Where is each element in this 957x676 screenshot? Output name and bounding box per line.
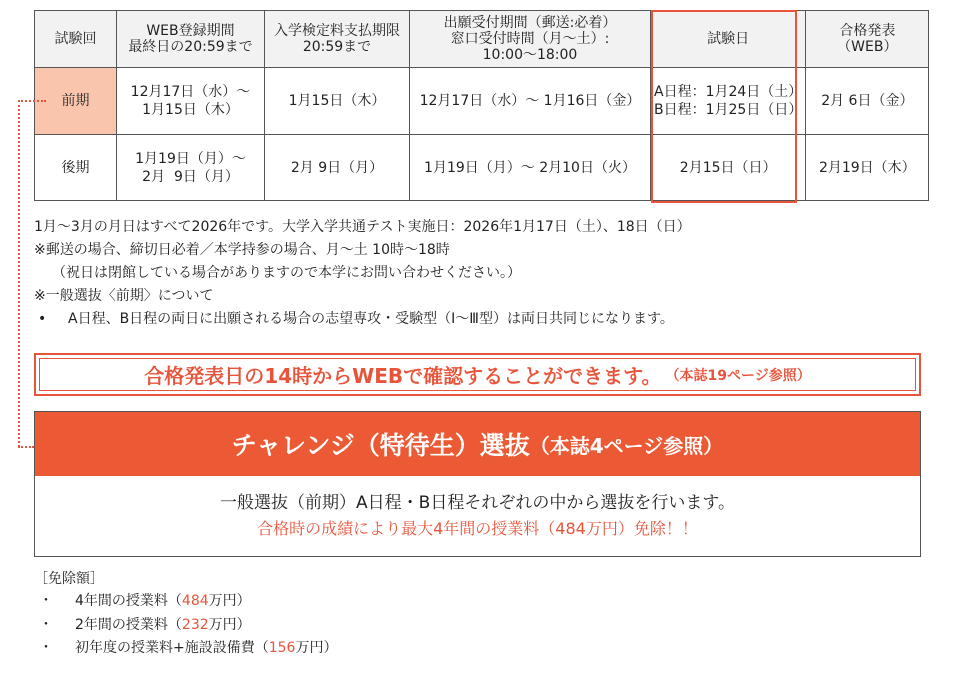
header-fee-payment: 入学検定料支払期限 20:59まで	[265, 11, 410, 68]
note-mail-deadline: ※郵送の場合、締切日必着／本学持参の場合、月〜土 10時〜18時	[34, 242, 450, 258]
announcement-cell: 2月 6日（金）	[806, 68, 929, 135]
result-notice-box	[34, 353, 921, 396]
result-notice-reference: （本誌19ページ参照）	[665, 367, 811, 384]
bullet-icon: ・	[39, 640, 53, 656]
exemption-amount: 156	[268, 640, 296, 656]
exemption-amounts	[34, 568, 337, 661]
list-item: ・ 4年間の授業料（484万円）	[34, 590, 337, 614]
challenge-title: チャレンジ（特待生）選抜	[231, 431, 530, 460]
challenge-banner	[35, 412, 920, 476]
fee-payment-cell: 1月15日（木）	[265, 68, 410, 135]
note-both-days: A日程、B日程の両日に出願される場合の志望専攻・受験型（I〜Ⅲ型）は両日共同じになります。	[68, 311, 674, 327]
header-exam-date: 試験日	[651, 11, 806, 68]
web-registration-cell: 1月19日（月）〜 2月 9日（月）	[117, 135, 265, 201]
exam-schedule-table	[34, 10, 929, 201]
note-year: 1月〜3月の月日はすべて2026年です。大学入学共通テスト実施日：2026年1月17日（土）、18日（日）	[34, 219, 691, 235]
exemption-amount: 232	[181, 616, 209, 633]
announcement-cell: 2月19日（木）	[806, 135, 929, 201]
application-period-cell: 12月17日（水）〜 1月16日（金）	[410, 68, 651, 135]
header-exam-round: 試験回	[35, 11, 117, 68]
dotted-connector-top	[18, 100, 46, 102]
note-holiday: （祝日は閉館している場合がありますので本学にお問い合わせください。）	[52, 265, 521, 281]
challenge-benefit: 合格時の成績により最大4年間の授業料（484万円）免除！！	[257, 519, 698, 538]
exemption-list	[34, 590, 337, 661]
header-announcement: 合格発表 （WEB）	[806, 11, 929, 68]
header-web-registration: WEB登録期間 最終日の20:59まで	[117, 11, 265, 68]
bullet-icon: ・	[39, 593, 53, 609]
round-label-first: 前期	[35, 68, 117, 135]
table-row	[35, 68, 929, 135]
list-item: ・ 初年度の授業料+施設設備費（156万円）	[34, 637, 337, 661]
application-period-cell: 1月19日（月）〜 2月10日（火）	[410, 135, 651, 201]
bullet-icon: •	[38, 311, 47, 327]
list-item: ・ 2年間の授業料（232万円）	[34, 614, 337, 638]
schedule-notes	[34, 216, 934, 331]
bullet-icon: ・	[39, 616, 53, 633]
dotted-connector-line	[18, 100, 20, 447]
result-notice-text: 合格発表日の14時からWEBで確認することができます。	[144, 364, 662, 388]
table-row	[35, 135, 929, 201]
exam-date-cell: 2月15日（日）	[651, 135, 806, 201]
exemption-heading: ［免除額］	[34, 571, 104, 587]
table-header-row	[35, 11, 929, 68]
challenge-scholarship-box	[34, 411, 921, 557]
round-label-second: 後期	[35, 135, 117, 201]
note-bullet-item	[34, 308, 934, 331]
fee-payment-cell: 2月 9日（月）	[265, 135, 410, 201]
web-registration-cell: 12月17日（水）〜 1月15日（木）	[117, 68, 265, 135]
challenge-description: 一般選抜（前期）A日程・B日程それぞれの中から選抜を行います。	[220, 493, 735, 513]
challenge-reference: （本誌4ページ参照）	[529, 433, 724, 458]
header-application-period: 出願受付期間（郵送:必着） 窓口受付時間（月〜土）: 10:00〜18:00	[410, 11, 651, 68]
exemption-amount: 484	[181, 593, 209, 609]
note-general-first: ※一般選抜〈前期〉について	[34, 288, 214, 304]
exam-date-cell: A日程：1月24日（土） B日程：1月25日（日）	[651, 68, 806, 135]
dotted-connector-bottom	[18, 446, 34, 448]
